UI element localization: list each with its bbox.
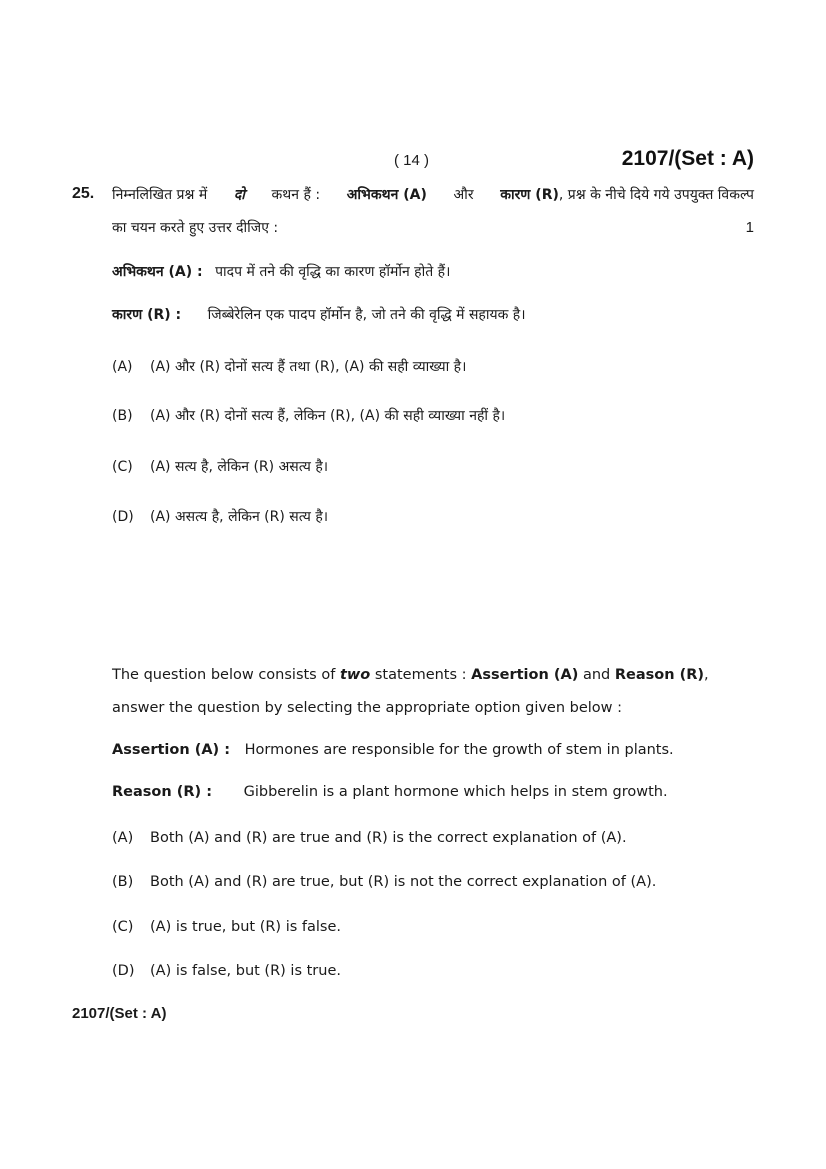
hindi-intro-two: दो: [233, 187, 245, 203]
paper-code-header: 2107/(Set : A): [621, 147, 754, 170]
option-text: (A) is false, but (R) is true.: [150, 963, 341, 979]
hindi-reason: [112, 305, 526, 324]
paper-code-footer: 2107/(Set : A): [72, 1005, 167, 1022]
option-label: (C): [112, 459, 133, 475]
option-label: (A): [112, 830, 134, 846]
english-intro-part3: ,: [704, 667, 709, 683]
page-number: ( 14 ): [394, 152, 430, 169]
question-number: 25.: [72, 185, 95, 202]
hindi-option-a: [112, 357, 466, 376]
hindi-intro-line-1: [112, 185, 754, 204]
option-label: (A): [112, 359, 133, 375]
option-label: (D): [112, 509, 134, 525]
english-reason-label: Reason (R) :: [112, 784, 213, 800]
hindi-assertion-label: अभिकथन (A) :: [112, 264, 203, 280]
english-intro-line-1: [112, 667, 709, 683]
english-assertion: [112, 742, 674, 758]
english-option-d: [112, 963, 341, 979]
hindi-option-b: [112, 406, 505, 425]
option-text: Both (A) and (R) are true, but (R) is not the correct explanation of (A).: [150, 874, 657, 890]
hindi-and-word: और: [453, 187, 474, 203]
english-assertion-text: Hormones are responsible for the growth of stem in plants.: [244, 742, 674, 758]
hindi-intro-line-2: का चयन करते हुए उत्तर दीजिए :: [112, 220, 279, 236]
english-intro-part1: The question below consists of: [112, 667, 336, 683]
hindi-assertion-word: अभिकथन (A): [346, 187, 427, 203]
option-text: (A) और (R) दोनों सत्य हैं तथा (R), (A) की सही व्याख्या है।: [150, 359, 467, 375]
hindi-assertion-text: पादप में तने की वृद्धि का कारण हॉर्मोन होते हैं।: [215, 264, 451, 280]
hindi-intro-part2: कथन हैं :: [271, 187, 321, 203]
question-marks: 1: [745, 219, 754, 236]
english-option-c: [112, 919, 341, 935]
english-option-b: [112, 874, 656, 890]
english-intro-part2: statements :: [374, 667, 467, 683]
hindi-option-d: [112, 507, 328, 526]
hindi-assertion: [112, 262, 450, 281]
option-text: (A) असत्य है, लेकिन (R) सत्य है।: [150, 509, 329, 525]
option-text: (A) सत्य है, लेकिन (R) असत्य है।: [150, 459, 329, 475]
english-intro-two: two: [339, 667, 371, 683]
hindi-intro-part3: , प्रश्न के नीचे दिये गये उपयुक्त विकल्प: [558, 187, 754, 203]
english-and-word: and: [582, 667, 611, 683]
hindi-reason-label: कारण (R) :: [112, 307, 182, 323]
hindi-option-c: [112, 457, 328, 476]
option-label: (B): [112, 874, 134, 890]
option-label: (C): [112, 919, 134, 935]
english-reason-text: Gibberelin is a plant hormone which helps in stem growth.: [243, 784, 668, 800]
option-text: (A) is true, but (R) is false.: [150, 919, 341, 935]
option-text: (A) और (R) दोनों सत्य हैं, लेकिन (R), (A) की सही व्याख्या नहीं है।: [150, 408, 506, 424]
hindi-reason-text: जिब्बेरेलिन एक पादप हॉर्मोन है, जो तने की वृद्धि में सहायक है।: [207, 307, 526, 323]
hindi-intro-part1: निम्नलिखित प्रश्न में: [112, 187, 208, 203]
option-label: (B): [112, 408, 133, 424]
english-option-a: [112, 830, 627, 846]
english-reason-word: Reason (R): [614, 667, 705, 683]
hindi-reason-word: कारण (R): [500, 187, 559, 203]
english-intro-line-2: answer the question by selecting the appropriate option given below :: [112, 700, 623, 716]
option-label: (D): [112, 963, 135, 979]
english-assertion-word: Assertion (A): [471, 667, 579, 683]
english-reason: [112, 784, 668, 800]
option-text: Both (A) and (R) are true and (R) is the correct explanation of (A).: [150, 830, 627, 846]
english-assertion-label: Assertion (A) :: [112, 742, 231, 758]
